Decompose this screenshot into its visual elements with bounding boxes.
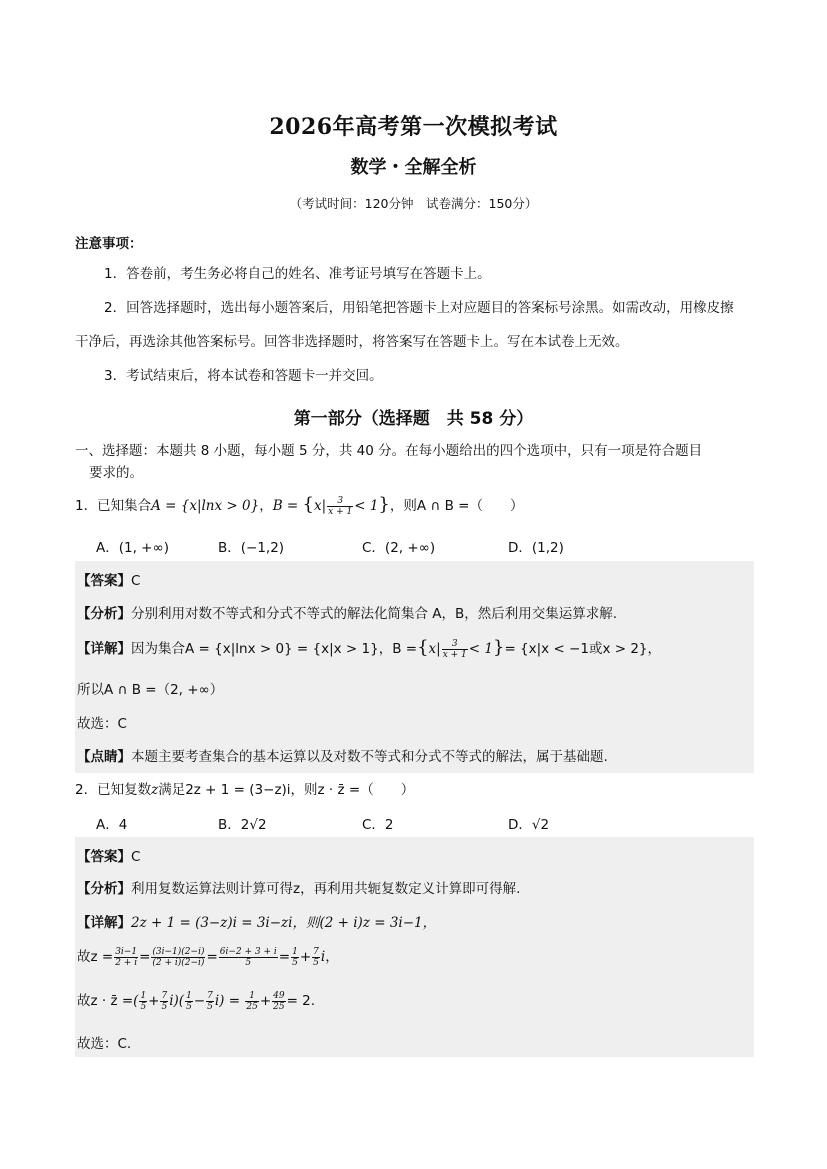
q1-option-c: C．(2, +∞) (362, 540, 436, 556)
notice-title: 注意事项： (75, 236, 143, 252)
exam-info: （考试时间：120分钟 试卷满分：150分） (289, 196, 538, 211)
q2-option-d: D．√2 (508, 817, 550, 833)
q1-prefix: 1．已知集合 (75, 498, 152, 514)
q1-sep: ， (259, 498, 273, 514)
section-intro (75, 440, 747, 484)
q1-option-a: A．(1, +∞) (96, 540, 169, 556)
q1-answer: 【答案】C (77, 573, 141, 589)
q1-set-a: A = {x|lnx > 0} (151, 498, 260, 514)
q2-detail-line2: 故z = $\frac{3i-1}{2 + i}$ = $\frac{(3i-1)(2-i)}{(2 + i)(2-i)}$ = $\frac{6i-2 + 3 + i}{5}$ = $\frac{1}{5}$ + $\frac{7}{5}$ i， (77, 946, 339, 968)
question-2-answer-box (75, 837, 754, 1057)
q2-detail-line3: 故z · z̄ =( $\frac{1}{5}$ + $\frac{7}{5}$ i)( $\frac{1}{5}$ − $\frac{7}{5}$ i) = $\frac{1}{25}$ + $\frac{49}{25}$ = 2. (77, 990, 316, 1012)
notice-item-1: 1．答卷前，考生务必将自己的姓名、准考证号填写在答题卡上。 (104, 266, 491, 282)
part-title: 第一部分（选择题 共 58 分） (293, 409, 534, 429)
notice-item-3: 3．考试结束后，将本试卷和答题卡一并交回。 (104, 368, 383, 384)
q1-set-b-suffix: < 1 (354, 498, 379, 514)
q2-analysis: 【分析】利用复数运算法则计算可得z，再利用共轭复数定义计算即可得解. (77, 881, 521, 897)
q2-option-c: C．2 (362, 817, 394, 833)
q2-answer: 【答案】C (77, 849, 141, 865)
q2-option-b: B．2√2 (218, 817, 267, 833)
q1-choose: 故选：C (77, 716, 127, 732)
q2-detail-line1: 【详解】2z + 1 = (3−z)i = 3i−zi，则(2 + i)z = 3i−1， (77, 915, 437, 931)
section-intro-line1: 一、选择题：本题共 8 小题，每小题 5 分，共 40 分。在每小题给出的四个选项中，只有一项是符合题目 (75, 443, 703, 459)
question-1-answer-box (75, 561, 754, 773)
q1-fraction: $\frac{3}{x + 1}$ (328, 495, 353, 517)
q1-option-d: D．(1,2) (508, 540, 564, 556)
page-subtitle: 数学・全解全析 (350, 157, 477, 178)
q1-detail: 【详解】因为集合A = {x|lnx > 0} = {x|x > 1}，B ={x| $\frac{3}{x + 1}$ < 1}= {x|x < −1或x > 2}， (77, 637, 662, 660)
q1-detail-line2: 所以A ∩ B =（2, +∞） (77, 682, 224, 698)
page-title: 2026年高考第一次模拟考试 (269, 114, 558, 140)
section-intro-line2: 要求的。 (89, 465, 143, 481)
q2-choose: 故选：C. (77, 1036, 132, 1052)
q1-option-b: B．(−1,2) (218, 540, 285, 556)
q1-set-b-prefix: B = (272, 498, 299, 514)
question-1-stem: 1．已知集合A = {x|lnx > 0}，B = {x| $\frac{3}{x + 1}$ < 1}，则A ∩ B =（ ） (75, 494, 524, 517)
q1-analysis: 【分析】分别利用对数不等式和分式不等式的解法化简集合 A，B，然后利用交集运算求解. (77, 606, 618, 622)
q2-option-a: A．4 (96, 817, 128, 833)
notice-item-2: 2．回答选择题时，选出每小题答案后，用铅笔把答题卡上对应题目的答案标号涂黑。如需改动，用橡皮擦干净后，再选涂其他答案标号。回答非选择题时，将答案写在答题卡上。写在本试卷上无效。 (75, 300, 734, 350)
question-2-stem: 2．已知复数z满足2z + 1 = (3−z)i，则z · z̄ =（ ） (75, 782, 415, 798)
q1-suffix: ，则A ∩ B =（ ） (389, 498, 524, 514)
q1-set-b-var: x| (313, 498, 327, 514)
q1-comment: 【点睛】本题主要考查集合的基本运算以及对数不等式和分式不等式的解法，属于基础题. (77, 749, 608, 765)
